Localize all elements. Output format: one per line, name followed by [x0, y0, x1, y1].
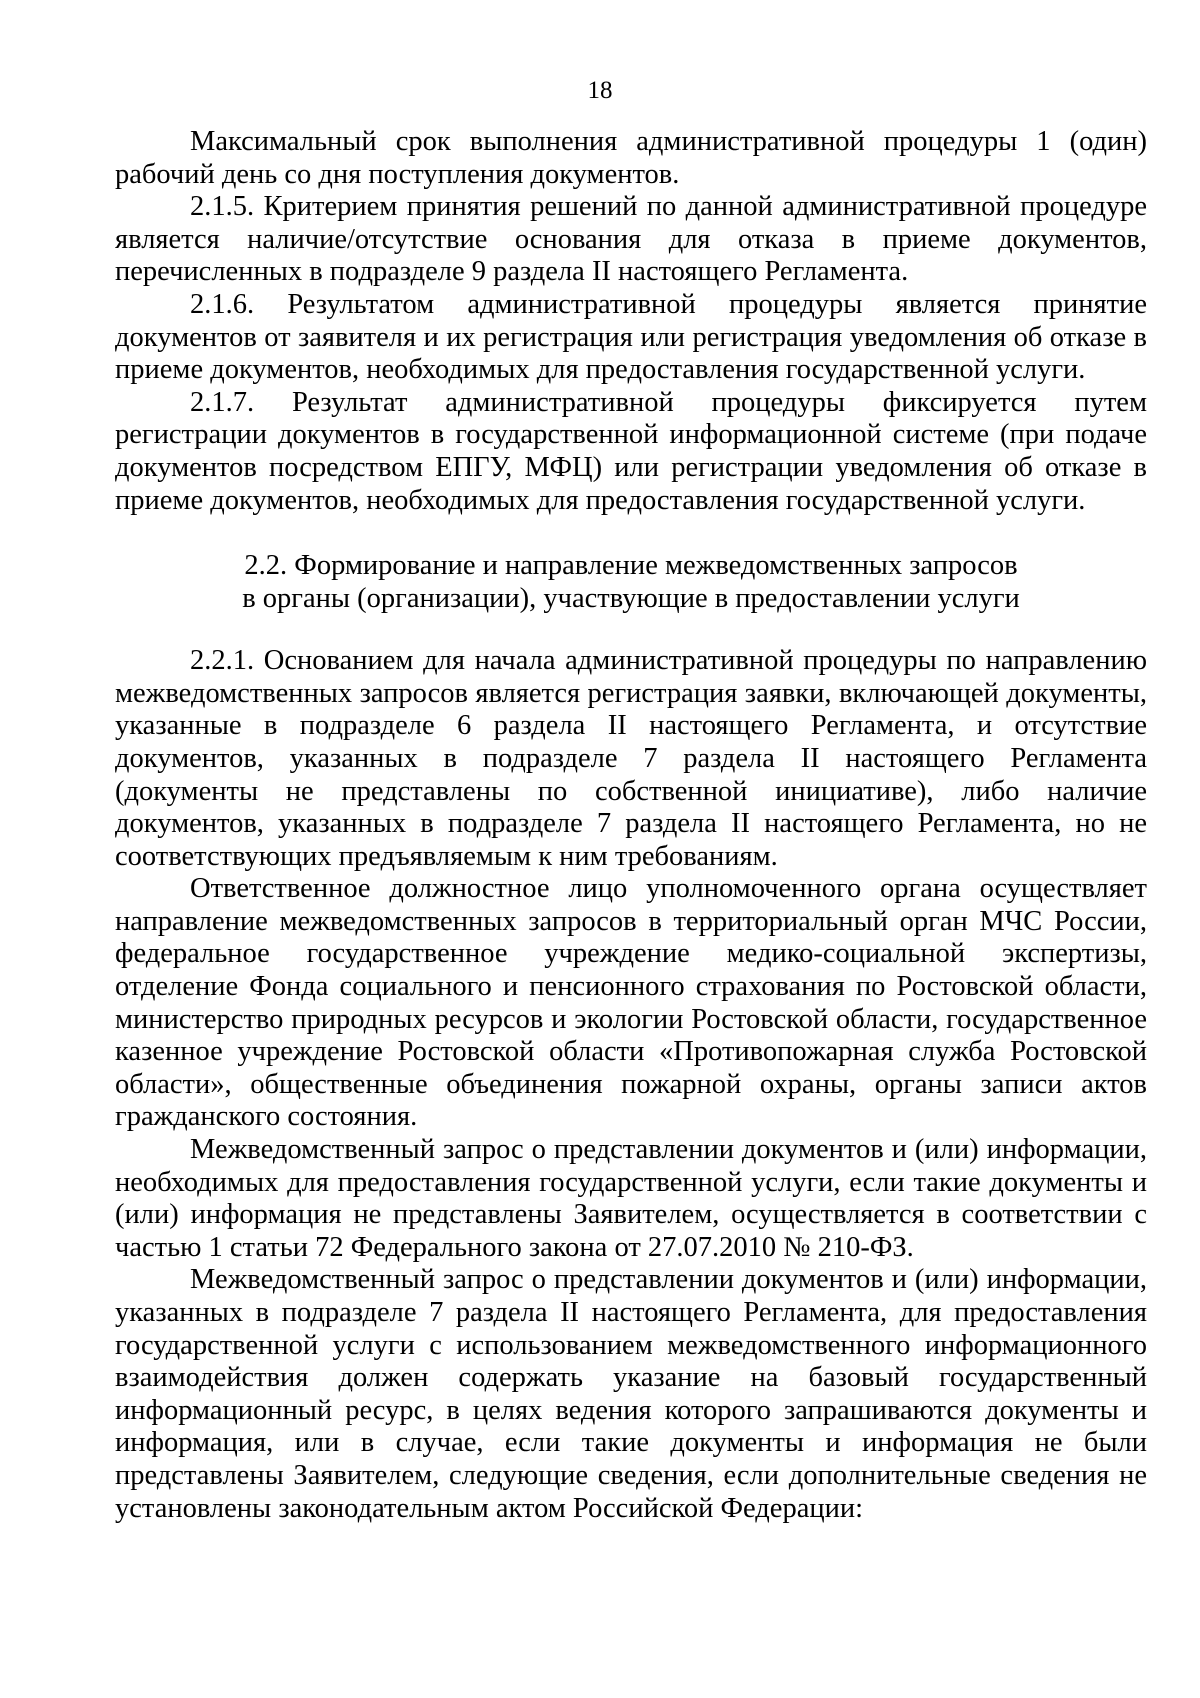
page-number: 18: [587, 77, 613, 104]
document-body: [115, 126, 1147, 1525]
paragraph: 2.2.1. Основанием для начала административной процедуры по направлению межведомственных запросов является регистрация заявки, включающей документы, указанные в подразделе 6 раздела II настоящего Регламента, и отсутствие документов, указанных в подразделе 7 раздела II настоящего Регламента (документы не представлены по собственной инициативе), либо наличие документов, указанных в подразделе 7 раздела II настоящего Регламента, но не соответствующих предъявляемым к ним требованиям.: [115, 645, 1147, 872]
paragraph: 2.1.7. Результат административной процедуры фиксируется путем регистрации документов в государственной информационной системе (при подаче документов посредством ЕПГУ, МФЦ) или регистрации уведомления об отказе в приеме документов, необходимых для предоставления государственной услуги.: [115, 386, 1147, 516]
section-heading-line: 2.2. Формирование и направление межведомственных запросов: [244, 550, 1018, 582]
section-heading-line: в органы (организации), участвующие в предоставлении услуги: [242, 583, 1020, 615]
section-heading: [115, 549, 1147, 615]
paragraph: Межведомственный запрос о представлении документов и (или) информации, необходимых для предоставления государственной услуги, если такие документы и (или) информация не представлены Заявителем, осуществляется в соответствии с частью 1 статьи 72 Федерального закона от 27.07.2010 № 210-ФЗ.: [115, 1134, 1147, 1263]
paragraph: Межведомственный запрос о представлении документов и (или) информации, указанных в подразделе 7 раздела II настоящего Регламента, для предоставления государственной услуги с использованием межведомственного информационного взаимодействия должен содержать указание на базовый государственный информационный ресурс, в целях ведения которого запрашиваются документы и информация, или в случае, если такие документы и информация не были представлены Заявителем, следующие сведения, если дополнительные сведения не установлены законодательным актом Российской Федерации:: [115, 1264, 1147, 1524]
paragraph: Максимальный срок выполнения административной процедуры 1 (один) рабочий день со дня поступления документов.: [115, 126, 1147, 190]
paragraph: 2.1.6. Результатом административной процедуры является принятие документов от заявителя и их регистрация или регистрация уведомления об отказе в приеме документов, необходимых для предоставления государственной услуги.: [115, 288, 1147, 386]
paragraph: Ответственное должностное лицо уполномоченного органа осуществляет направление межведомственных запросов в территориальный орган МЧС России, федеральное государственное учреждение медико-социальной экспертизы, отделение Фонда социального и пенсионного страхования по Ростовской области, министерство природных ресурсов и экологии Ростовской области, государственное казенное учреждение Ростовской области «Противопожарная служба Ростовской области», общественные объединения пожарной охраны, органы записи актов гражданского состояния.: [115, 873, 1147, 1133]
paragraph: 2.1.5. Критерием принятия решений по данной административной процедуре является наличие/отсутствие основания для отказа в приеме документов, перечисленных в подразделе 9 раздела II настоящего Регламента.: [115, 191, 1147, 288]
